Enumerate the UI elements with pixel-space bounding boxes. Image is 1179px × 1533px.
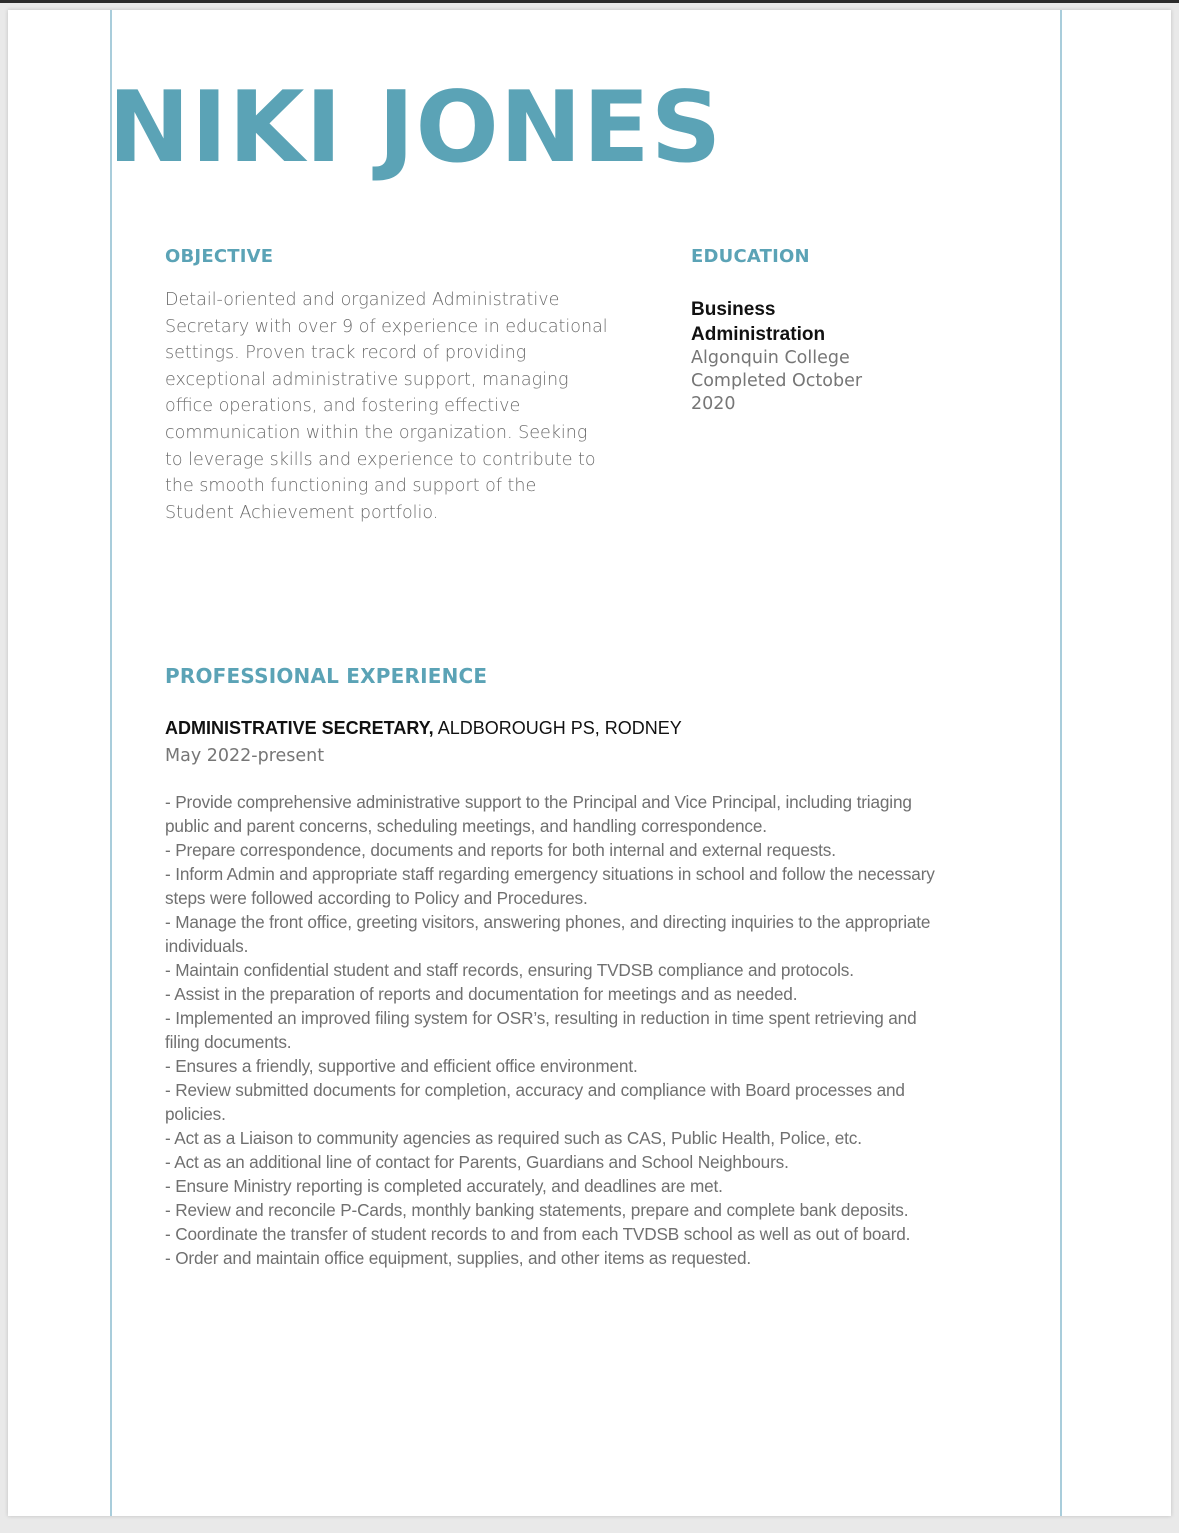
duty-item: - Coordinate the transfer of student records to and from each TVDSB school as well as out of board. bbox=[165, 1224, 911, 1244]
duty-item: - Provide comprehensive administrative support to the Principal and Vice Principal, including triaging public and parent concerns, scheduling meetings, and handling correspondence. bbox=[165, 792, 912, 836]
duty-item: - Order and maintain office equipment, supplies, and other items as requested. bbox=[165, 1248, 752, 1268]
duty-item: - Implemented an improved filing system for OSR’s, resulting in reduction in time spent retrieving and filing documents. bbox=[165, 1008, 917, 1052]
education-details bbox=[691, 347, 921, 416]
candidate-name: NIKI JONES bbox=[108, 71, 723, 185]
duty-item: - Ensures a friendly, supportive and efficient office environment. bbox=[165, 1056, 638, 1076]
job-employer: ALDBOROUGH PS, RODNEY bbox=[433, 718, 682, 738]
duty-item: - Act as an additional line of contact for Parents, Guardians and School Neighbours. bbox=[165, 1152, 789, 1172]
duty-item: - Maintain confidential student and staff records, ensuring TVDSB compliance and protocols. bbox=[165, 960, 854, 980]
objective-text: Detail-oriented and organized Administrative Secretary with over 9 of experience in educational settings. Proven track record of providing exceptional administrative support, managing office operations, and fostering effective communication within the organization. Seeking to leverage skills and experience to contribute to the smooth functioning and support of the Student Achievement portfolio. bbox=[165, 290, 608, 523]
right-margin-guide bbox=[1060, 10, 1062, 1516]
duty-item: - Inform Admin and appropriate staff regarding emergency situations in school and follow the necessary steps were followed according to Policy and Procedures. bbox=[165, 864, 935, 908]
job-duties-list bbox=[165, 790, 935, 1270]
window-top-edge bbox=[0, 0, 1179, 3]
education-heading: EDUCATION bbox=[691, 246, 810, 267]
duty-item: - Assist in the preparation of reports and documentation for meetings and as needed. bbox=[165, 984, 798, 1004]
experience-heading: PROFESSIONAL EXPERIENCE bbox=[165, 664, 488, 688]
job-dates: May 2022-present bbox=[165, 746, 325, 766]
duty-item: - Ensure Ministry reporting is completed accurately, and deadlines are met. bbox=[165, 1176, 723, 1196]
education-degree: Business Administration bbox=[691, 299, 826, 345]
duty-item: - Manage the front office, greeting visitors, answering phones, and directing inquiries to the appropriate individuals. bbox=[165, 912, 931, 956]
duty-item: - Prepare correspondence, documents and reports for both internal and external requests. bbox=[165, 840, 836, 860]
education-year: 2020 bbox=[691, 394, 736, 414]
objective-heading: OBJECTIVE bbox=[165, 246, 274, 267]
job-role: ADMINISTRATIVE SECRETARY, bbox=[165, 718, 434, 738]
duty-item: - Review and reconcile P-Cards, monthly banking statements, prepare and complete bank deposits. bbox=[165, 1200, 909, 1220]
education-completed: Completed October bbox=[691, 371, 863, 391]
duty-item: - Act as a Liaison to community agencies as required such as CAS, Public Health, Police, etc. bbox=[165, 1128, 862, 1148]
job-title-line bbox=[165, 718, 682, 739]
duty-item: - Review submitted documents for completion, accuracy and compliance with Board processes and policies. bbox=[165, 1080, 905, 1124]
education-school: Algonquin College bbox=[691, 348, 850, 368]
left-margin-guide bbox=[110, 10, 112, 1516]
